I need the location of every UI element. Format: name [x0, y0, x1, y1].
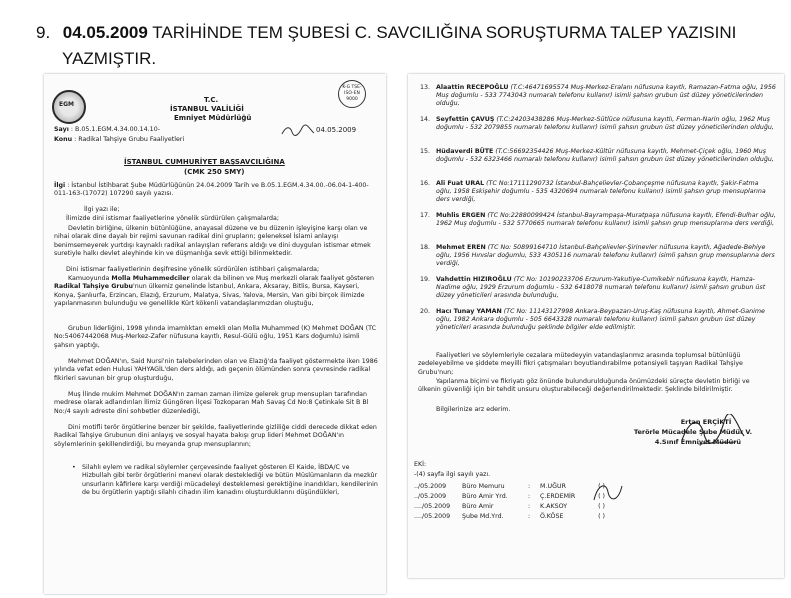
p5-group-name: Molla Muhammedciler: [111, 275, 190, 282]
paragraph-9: Dini motifli terör örgütlerine benzer bir şekilde, faaliyetlerinde gizliliğe ciddi derecede dikkat eden Radikal Tahşiye Grubunun dini anlayış ve sosyal hayata bakışı grup lideri Mehmet DOĞAN'ın söylemlerinin şekillendirdiği, bu meyanda grup mensuplarının;: [54, 424, 377, 448]
list-item: 18. Mehmet EREN (TC No: 50899164710 İstanbul-Bahçelievler-Şirinevler nüfusuna kayıtlı, Ağadede-Behiye oğlu, 1956 Hınıslar doğumlu, 533 4305116 numaralı telefonu kullanır) isimli şahsın grup mensuplarına ders verdiği,: [420, 244, 775, 268]
list-item: 13. Alaattin RECEPOĞLU (T.C:46471695574 Muş-Merkez-Eralanı nüfusuna kayıtlı, Ramazan-Fatma oğlu, 1956 Muş doğumlu - 533 7743043 numaralı telefonu kullanır) isimli şahsın grubun üst düzey yöneticilerinden olduğu,: [420, 84, 776, 108]
handwritten-number-icon: [280, 124, 316, 138]
slide-heading: [36, 20, 766, 72]
list-item: 15. Hüdaverdi BÜTE (T.C:56692354426 Muş-Merkez-Kültür nüfusuna kayıtlı, Mehmet-Çiçek oğlu, 1960 Muş doğumlu - 532 6323466 numaralı telefonu kullanır) isimli şahsın grubun üst düzey yöneticilerinden olduğu,: [420, 148, 774, 164]
table-row: ..../05.2009 Şube Md.Yrd. : Ö.KÖSE ( ): [414, 513, 605, 520]
list-item: 14. Seyfettin ÇAVUŞ (T.C:24203438286 Muş-Merkez-Sütlüce nüfusuna kayıtlı, Ferman-Narin oğlu, 1962 Muş doğumlu - 532 2079855 numaralı telefonu kullanır) isimli şahsın grubun üst düzey yöneticilerinden olduğu,: [420, 116, 774, 132]
paragraph-4: Dini istismar faaliyetlerinin deşifresine yönelik sürdürülen istihbari çalışmalarda;: [66, 266, 320, 273]
signer-name: Ertan ERÇİKTİ: [680, 418, 732, 426]
ek-text: -(4) sayfa ilgi sayılı yazı.: [414, 471, 491, 478]
ilgi-row: [54, 182, 380, 199]
list-item: 17. Muhlis ERGEN (TC No:22880099424 İstanbul-Bayrampaşa-Muratpaşa nüfusuna kayıtlı, Efendi-Bulhar oğlu, 1962 Muş doğumlu - 532 5770665 numaralı telefonu kullanır) isimli şahsın grup mensuplarına ders verdiği,: [420, 212, 776, 228]
bullet-text: Silahlı eylem ve radikal söylemler çerçevesinde faaliyet gösteren El Kaide, İBDA/C ve Hizbullah gibi terör örgütlerini manevi olarak desteklediği ve bütün Müslümanların da mezkûr unsurların kâfirlere karşı verdiği mücadeleyi desteklemesi gerektiğine inandıkları, kendilerinin de bu örgütlerin yaptığı silahlı cihadın ilim kanadını oluşturduklarını düşündükleri,: [82, 464, 378, 497]
letter-date: 04.05.2009: [316, 126, 357, 134]
paragraph-2: İlimizde dini istismar faaliyetlerine yönelik sürdürülen çalışmalarda;: [66, 215, 280, 222]
recipient: İSTANBUL CUMHURİYET BAŞSAVCILIĞINA: [124, 158, 285, 166]
konu-label: Konu: [54, 136, 73, 143]
list-item: 19. Vahdettin HIZIROĞLU (TC No: 10190233706 Erzurum-Yakutiye-Cumikebir nüfusuna kayıtlı, Hamza-Nadime oğlu, 1929 Erzurum doğumlu - 532 6418078 numaralı telefonu kullanır) isimli şahsın grubun üst düzey yöneticileri arasında bulunduğu,: [420, 276, 766, 300]
p5-a: Kamuoyunda: [68, 275, 112, 282]
header-mudurluk: Emniyet Müdürlüğü: [174, 114, 252, 122]
list-item: 16. Ali Fuat URAL (TC No:17111290732 İstanbul-Bahçelievler-Çobançeşme nüfusuna kayıtlı, Şakir-Fatma oğlu, 1958 Eskişehir doğumlu - 535 4320694 numaralı telefonu kullanır) isimli şahsın grup mensuplarına ders verdiği,: [420, 180, 766, 204]
closing-paragraph-3: Bilgilerinize arz ederim.: [436, 406, 511, 413]
paragraph-7: Mehmet DOĞAN'ın, Said Nursi'nin talebelerinden olan ve Elazığ'da faaliyet göstermekte iken 1986 yılında vefat eden Hulusi YAHYAGİL'den ders aldığı, adı geçenin ölümünden sonra çevresinde radikal fikirleri savunan bir grup oluşturduğu,: [54, 358, 378, 382]
list-item: 20. Hacı Tunay YAMAN (TC No: 11143127998 Ankara-Beypazarı-Uruş-Kaş nüfusuna kayıtlı, Ahmet-Ganime oğlu, 1982 Ankara doğumlu - 505 6643328 numaralı telefonu kullanır) isimli şahsın grubun üst düzey yöneticileri arasında bulunduğu şeklinde bilgiler elde edilmiştir.: [420, 308, 765, 332]
ek-label: EKİ:: [414, 461, 427, 468]
p5-e: 'nun ülkemiz genelinde İstanbul, Ankara, Aksaray, Bitlis, Bursa, Kayseri, Konya, Şanlıurfa, Erzincan, Elazığ, Erzurum, Malatya, Sivas, Yalova, Mersin, Van gibi birçok ilimizde yapılanmasının bulunduğu ve genellikle Kürt kökenli vatandaşlarımızdan oluştuğu,: [54, 283, 365, 308]
heading-line-1: [36, 20, 766, 46]
ilgi-text: : İstanbul İstihbarat Şube Müdürlüğünün 24.04.2009 Tarih ve B.05.1.EGM.4.34.00.-06.04-1-400-011-163-(17072) 107290 sayılı yazısı.: [54, 182, 369, 198]
sayi-value: : B.05.1.EGM.4.34.00.14.10-: [70, 126, 160, 133]
initials-icon: [588, 478, 628, 508]
iso-stamp: K-G TSE-ISO-EN 9000: [338, 80, 366, 108]
paragraph-5: [54, 275, 380, 309]
slide-number: 9.: [36, 23, 51, 42]
bullet-item: [72, 464, 380, 498]
signer-title: Terörle Mücadele Şube Müdür V.: [633, 428, 753, 436]
sayi-label: Sayı: [54, 126, 69, 133]
heading-title-line-2: YAZMIŞTIR.: [62, 49, 157, 68]
konu-row: [54, 136, 184, 144]
header-tc: T.C.: [204, 96, 219, 104]
signer-rank: 4.Sınıf Emniyet Müdürü: [654, 438, 742, 446]
police-emblem-icon: EGM: [52, 90, 86, 124]
sayi-row: [54, 126, 160, 134]
letter-page-1: [44, 74, 386, 594]
letter-page-2: [408, 74, 784, 578]
p5-group-name-2: Radikal Tahşiye Grubu: [54, 283, 133, 291]
paragraph-1: İlgi yazı ile;: [84, 206, 120, 213]
heading-date: 04.05.2009: [62, 23, 148, 42]
konu-value: : Radikal Tahşiye Grubu Faaliyetleri: [74, 136, 185, 143]
routing-table: [414, 482, 754, 522]
paragraph-8: Muş İlinde mukim Mehmet DOĞAN'ın zaman zaman ilimize gelerek grup mensupları tarafından medrese olarak adlandırılan İlimiz Güngören İlçesi Tozkoparan Mah Savaş Cd No:8 Çetinkale Sit B Bl No:/4 sayılı adreste dini sohbetler düzenlediği,: [54, 391, 369, 415]
table-row: ..../05.2009 Büro Amir : K.AKSOY ( ): [414, 503, 605, 510]
paragraph-3: Devletin birliğine, ülkenin bütünlüğüne, anayasal düzene ve bu düzenin işleyişine karşı olan ve nihai olarak dine dayalı bir rejimi savunan radikal dini grupların; geleneksel İslami anlayışı benimsemeyerek yurtdışı kaynaklı radikal anlayışları referans aldığı ve dini duyguları istismar etmek suretiyle halkı devlet aleyhinde kin ve düşmanlığa sevk ettiği bilinmektedir.: [54, 225, 371, 258]
ilgi-label: İlgi: [54, 182, 66, 189]
closing-paragraph-1: Faaliyetleri ve söylemleriyle cezalara mütedeyyin vatandaşlarımız arasında toplumsal bütünlüğü zedeleyebilme ve şiddete meyilli fikri çatışmaları boyutlandırabilme potansiyeli taşıyan Radikal Tahşiye Grubu'nun;: [418, 352, 743, 376]
table-row: ../05.2009 Büro Memuru : M.UĞUR ( ): [414, 483, 605, 490]
closing-paragraph-2: Yapılanma biçimi ve fikriyatı göz önünde bulundurulduğunda önümüzdeki süreçte devletin birliği ve ülkenin güvenliği için bir tehdit unsuru oluşturabileceği değerlendirilmektedir. Şeklinde bildirilmiştir.: [418, 378, 750, 394]
table-row: ../05.2009 Büro Amir Yrd. : Ç.ERDEMİR ( ): [414, 493, 605, 500]
bullet-icon: •: [72, 464, 76, 471]
heading-title-line-1: TARİHİNDE TEM ŞUBESİ C. SAVCILIĞINA SORUŞTURMA TALEP YAZISINI: [152, 23, 737, 42]
paragraph-6: Grubun liderliğini, 1998 yılında imamlıktan emekli olan Molla Muhammed (K) Mehmet DOĞAN (TC No:54067442068 Muş-Merkez-Zafer nüfusuna kayıtlı, Resul-Gülü oğlu, 1951 Kars doğumlu) isimli şahsın yaptığı,: [54, 325, 376, 349]
header-valilik: İSTANBUL VALİLİĞİ: [170, 105, 244, 113]
recipient-sub: (CMK 250 SMY): [184, 168, 245, 176]
p5-c: olarak da bilinen ve Muş merkezli olarak faaliyet gösteren: [189, 275, 374, 282]
